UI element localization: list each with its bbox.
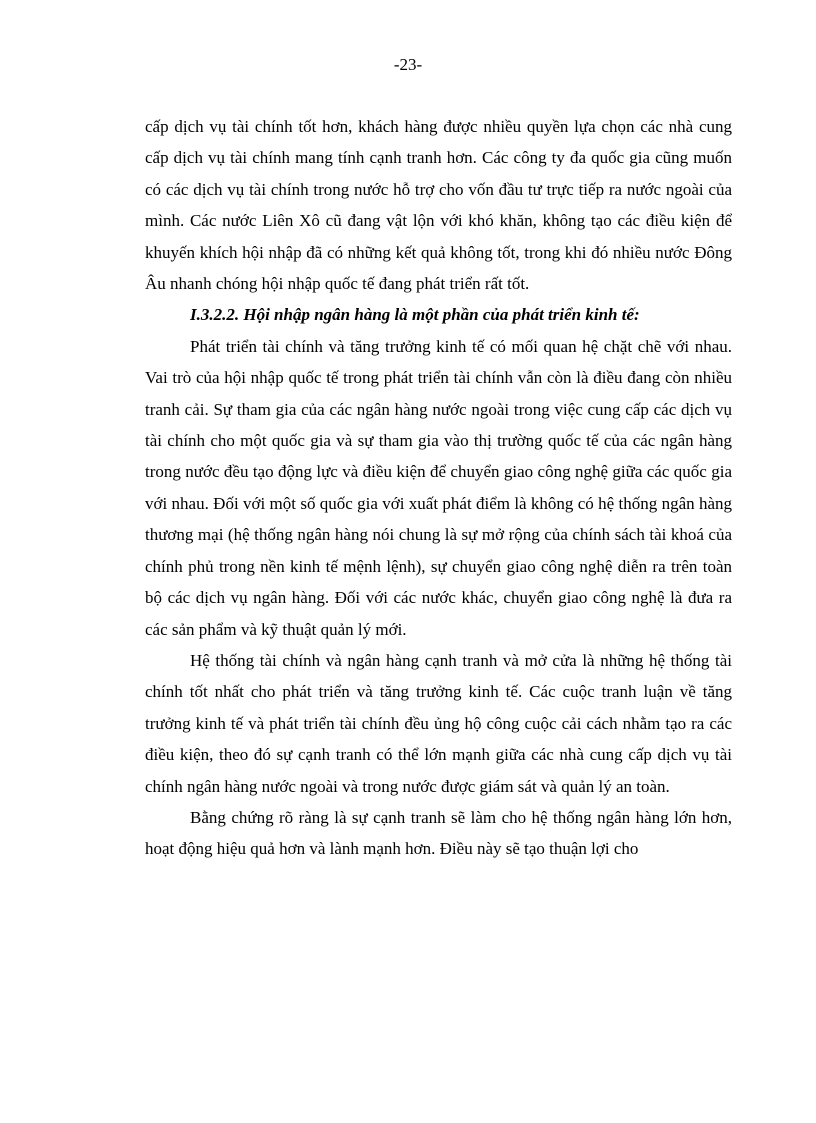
page-number: -23- (393, 55, 423, 74)
paragraph-competitive-systems: Hệ thống tài chính và ngân hàng cạnh tranh và mở cửa là những hệ thống tài chính tốt nhất cho phát triển và tăng trưởng kinh tế. Các cuộc tranh luận về tăng trưởng kinh tế và phát triển tài chính đều ủng hộ công cuộc cải cách nhằm tạo ra các điều kiện, theo đó sự cạnh tranh có thể lớn mạnh giữa các nhà cung cấp dịch vụ tài chính ngân hàng nước ngoài và trong nước được giám sát và quản lý an toàn. (145, 650, 732, 796)
paragraph-continuation: cấp dịch vụ tài chính tốt hơn, khách hàng được nhiều quyền lựa chọn các nhà cung cấp dịch vụ tài chính mang tính cạnh tranh hơn. Các công ty đa quốc gia cũng muốn có các dịch vụ tài chính trong nước hỗ trợ cho vốn đầu tư trực tiếp ra nước ngoài của mình. Các nước Liên Xô cũ đang vật lộn với khó khăn, không tạo các điều kiện để khuyến khích hội nhập đã có những kết quả không tốt, trong khi đó nhiều nước Đông Âu nhanh chóng hội nhập quốc tế đang phát triển rất tốt. (145, 117, 732, 294)
document-body (145, 111, 732, 865)
paragraph-evidence: Bằng chứng rõ ràng là sự cạnh tranh sẽ làm cho hệ thống ngân hàng lớn hơn, hoạt động hiệu quả hơn và lành mạnh hơn. Điều này sẽ tạo thuận lợi cho (145, 807, 732, 859)
paragraph-financial-development: Phát triển tài chính và tăng trưởng kinh tế có mối quan hệ chặt chẽ với nhau. Vai trò của hội nhập quốc tế trong phát triển tài chính vẫn còn là điều đang còn nhiều tranh cải. Sự tham gia của các ngân hàng nước ngoài trong việc cung cấp các dịch vụ tài chính cho một quốc gia và sự tham gia vào thị trường quốc tế của các ngân hàng trong nước đều tạo động lực và điều kiện để chuyển giao công nghệ giữa các quốc gia với nhau. Đối với một số quốc gia với xuất phát điểm là không có hệ thống ngân hàng thương mại (hệ thống ngân hàng nói chung là sự mở rộng của chính sách tài khoá của chính phủ trong nền kinh tế mệnh lệnh), sự chuyển giao công nghệ diễn ra trên toàn bộ các dịch vụ ngân hàng. Đối với các nước khác, chuyển giao công nghệ là đưa ra các sản phẩm và kỹ thuật quản lý mới. (145, 336, 732, 639)
section-heading: I.3.2.2. Hội nhập ngân hàng là một phần của phát triển kinh tế: (190, 305, 640, 325)
